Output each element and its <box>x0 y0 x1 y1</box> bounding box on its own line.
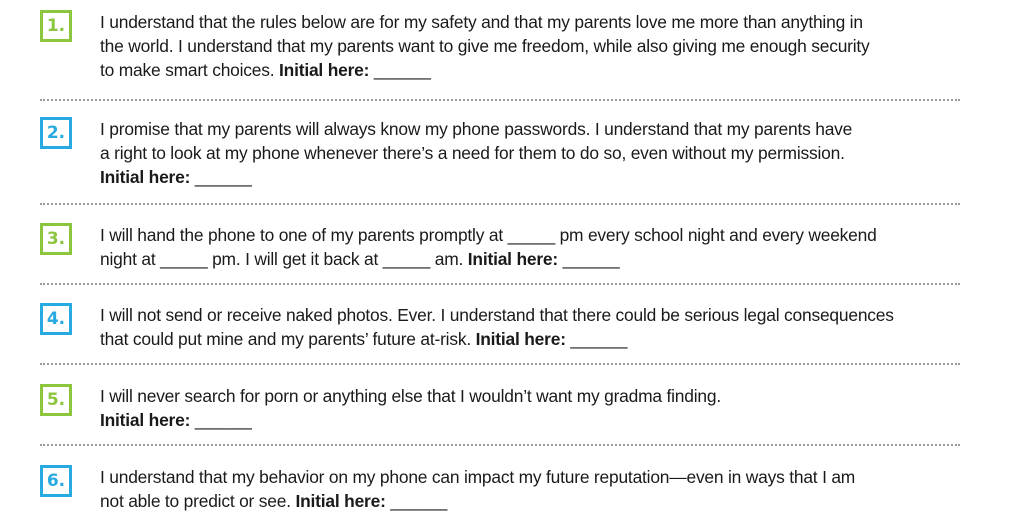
rule-line <box>100 58 870 82</box>
rule-number-badge: 3. <box>40 223 72 255</box>
rule-2 <box>40 117 960 189</box>
rule-line <box>100 247 877 271</box>
rule-text <box>100 465 855 513</box>
rule-6 <box>40 465 960 513</box>
rule-line: I promise that my parents will always know my phone passwords. I understand that my parents have <box>100 119 853 139</box>
rule-line <box>100 327 894 351</box>
rule-number-badge: 4. <box>40 303 72 335</box>
rule-line-text: that could put mine and my parents’ future at-risk. <box>100 329 471 349</box>
initial-blank[interactable]: ______ <box>373 60 431 80</box>
initial-blank[interactable]: ______ <box>390 491 448 511</box>
rule-text <box>100 10 870 82</box>
initial-label: Initial here: <box>100 410 191 430</box>
rule-text <box>100 223 877 271</box>
rule-line <box>100 489 855 513</box>
rule-line: I will hand the phone to one of my parents promptly at _____ pm every school night and every weekend <box>100 225 877 245</box>
initial-label: Initial here: <box>475 329 566 349</box>
rule-line: I will never search for porn or anything else that I wouldn’t want my gradma finding. <box>100 386 721 406</box>
initial-blank[interactable]: ______ <box>194 167 252 187</box>
initial-blank[interactable]: ______ <box>570 329 628 349</box>
rule-line: I understand that the rules below are for my safety and that my parents love me more than anything in <box>100 12 863 32</box>
initial-label: Initial here: <box>295 491 386 511</box>
dotted-divider <box>40 99 960 101</box>
dotted-divider <box>40 363 960 365</box>
dotted-divider <box>40 444 960 446</box>
rule-text <box>100 117 852 189</box>
rule-line <box>100 408 721 432</box>
rule-4 <box>40 303 960 351</box>
rule-1 <box>40 10 960 82</box>
initial-label: Initial here: <box>100 167 191 187</box>
initial-label: Initial here: <box>467 249 558 269</box>
rule-number-badge: 5. <box>40 384 72 416</box>
rule-line-text: not able to predict or see. <box>100 491 291 511</box>
rule-text <box>100 303 894 351</box>
rule-line: I understand that my behavior on my phone can impact my future reputation—even in ways that I am <box>100 467 856 487</box>
rule-line-text: to make smart choices. <box>100 60 275 80</box>
rule-line-text: night at _____ pm. I will get it back at _____ am. <box>100 249 464 269</box>
initial-blank[interactable]: ______ <box>194 410 252 430</box>
rule-text <box>100 384 721 432</box>
dotted-divider <box>40 203 960 205</box>
rule-3 <box>40 223 960 271</box>
dotted-divider <box>40 283 960 285</box>
rule-number-badge: 6. <box>40 465 72 497</box>
rule-line: a right to look at my phone whenever there’s a need for them to do so, even without my permission. <box>100 143 845 163</box>
rule-number-badge: 2. <box>40 117 72 149</box>
rule-line: the world. I understand that my parents want to give me freedom, while also giving me enough security <box>100 36 870 56</box>
rule-5 <box>40 384 960 432</box>
rule-number-badge: 1. <box>40 10 72 42</box>
initial-blank[interactable]: ______ <box>562 249 620 269</box>
initial-label: Initial here: <box>279 60 370 80</box>
rule-line <box>100 165 852 189</box>
rule-line: I will not send or receive naked photos. Ever. I understand that there could be serious legal consequences <box>100 305 894 325</box>
